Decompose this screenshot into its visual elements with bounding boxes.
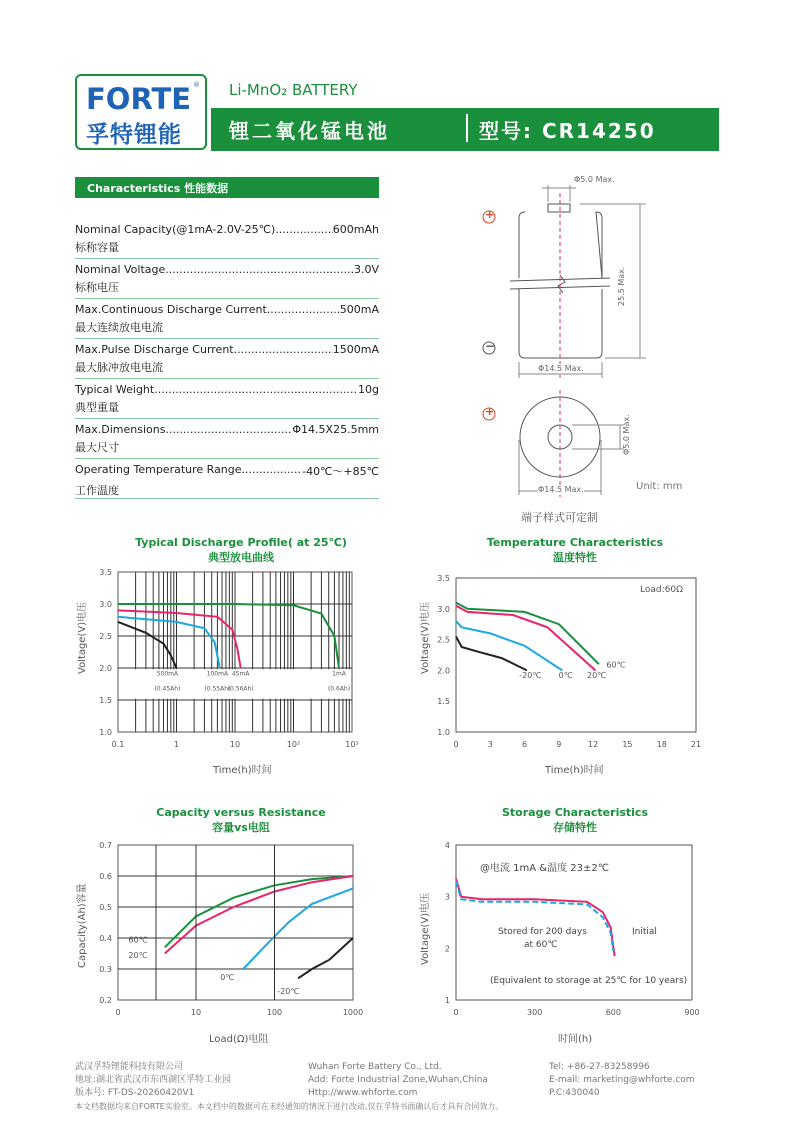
minus-sign: − — [485, 339, 496, 353]
x-tick-label: 6 — [522, 740, 528, 749]
series-label: 0℃ — [220, 972, 235, 982]
x-tick-label: 9 — [556, 740, 562, 749]
spec-label: Operating Temperature Range — [75, 463, 242, 476]
storage-xlabel: 时间(h) — [558, 1034, 593, 1045]
series-label: 500mA — [156, 670, 179, 678]
series-label: 100mA — [206, 670, 229, 678]
spec-label: Max.Pulse Discharge Current — [75, 343, 234, 356]
series-label: 60℃ — [128, 935, 148, 945]
x-tick-label: 10 — [190, 1008, 202, 1017]
capacity-ylabel: Capacity(Ah)容量 — [77, 883, 88, 968]
series-label: 20℃ — [586, 670, 607, 680]
spec-value: Φ14.5X25.5mm — [292, 423, 379, 436]
dim-terminal-diameter: Φ5.0 Max. — [574, 175, 615, 184]
y-tick-label: 3.5 — [437, 574, 450, 583]
storage-stored-label-2: at 60℃ — [524, 940, 558, 950]
y-tick-label: 1.5 — [99, 696, 112, 705]
series-label: 20℃ — [128, 951, 148, 961]
y-tick-label: 2.0 — [437, 666, 450, 676]
spec-value: 10g — [358, 383, 379, 396]
x-tick-label: 18 — [656, 740, 667, 749]
y-tick-label: 2.0 — [99, 664, 112, 673]
storage-condition: @电流 1mA &温度 23±2℃ — [480, 863, 609, 874]
storage-initial-label: Initial — [632, 927, 657, 937]
logo-chinese-text: 孚特锂能 — [86, 122, 182, 148]
storage-ylabel: Voltage(V)电压 — [420, 892, 431, 965]
spec-label-cn: 标称电压 — [75, 281, 119, 294]
y-tick-label: 3.0 — [99, 600, 112, 609]
dim-body-diameter: Φ14.5 Max. — [538, 364, 584, 373]
temperature-chart-title: Temperature Characteristics 温度特性 — [486, 536, 664, 564]
dim-height: 25.5 Max. — [617, 266, 626, 306]
y-tick-label: 0.2 — [99, 996, 112, 1005]
x-tick-label: 0 — [115, 1008, 121, 1017]
temperature-load: Load:60Ω — [640, 585, 683, 595]
y-tick-label: 2 — [444, 944, 450, 954]
spec-label-cn: 最大脉冲放电电流 — [75, 361, 163, 374]
x-tick-label: 900 — [684, 1008, 700, 1017]
spec-label-cn: 工作温度 — [75, 484, 119, 497]
spec-label: Nominal Capacity(@1mA-2.0V-25℃) — [75, 223, 276, 236]
spec-value: -40℃～+85℃ — [302, 465, 379, 478]
y-tick-label: 2.5 — [437, 635, 450, 645]
spec-label: Nominal Voltage — [75, 263, 166, 276]
y-tick-label: 3 — [444, 892, 450, 902]
x-tick-label: 0.1 — [111, 740, 125, 749]
series-sublabel: (0.55Ah) — [204, 685, 231, 693]
y-tick-label: 0.6 — [99, 872, 112, 881]
spec-value: 500mA — [339, 303, 379, 316]
footer-company: 武汉孚特锂能科技有限公司 地址:湖北省武汉市东西湖区孚特工业园 版本号: FT-DS-20260420V1 — [75, 1062, 232, 1098]
y-tick-label: 0.4 — [99, 934, 112, 943]
plus-sign-2: + — [485, 405, 495, 418]
y-tick-label: 0.3 — [99, 965, 112, 974]
x-tick-label: 10 — [229, 740, 241, 749]
y-tick-label: 1 — [444, 996, 450, 1005]
series-label: 0℃ — [558, 670, 573, 680]
product-title: 锂二氧化锰电池 — [229, 119, 390, 143]
temperature-xlabel: Time(h)时间 — [545, 765, 604, 776]
logo-text: FORTE — [86, 82, 192, 116]
y-tick-label: 1.0 — [437, 728, 450, 737]
spec-value: 1500mA — [332, 343, 379, 356]
series-sublabel: (0.56Ah) — [227, 685, 254, 693]
x-tick-label: 15 — [622, 740, 633, 749]
capacity-xlabel: Load(Ω)电阻 — [209, 1034, 269, 1045]
y-tick-label: 0.5 — [99, 903, 112, 912]
dim-terminal-diameter-2: Φ5.0 Max. — [622, 414, 631, 455]
y-tick-label: 4 — [444, 841, 450, 850]
series-label: 1mA — [332, 670, 346, 678]
spec-label: Typical Weight — [75, 383, 155, 396]
spec-label-cn: 最大尺寸 — [75, 441, 119, 454]
x-tick-label: 3 — [487, 740, 493, 749]
spec-label-cn: 最大连续放电电流 — [75, 321, 163, 334]
x-tick-label: 0 — [453, 740, 459, 749]
x-tick-label: 0 — [453, 1008, 459, 1017]
y-tick-label: 2.5 — [99, 632, 112, 641]
series-sublabel: (0.6Ah) — [327, 685, 351, 693]
spec-label: Max.Continuous Discharge Current — [75, 303, 267, 316]
storage-equivalent-note: (Equivalent to storage at 25℃ for 10 years) — [490, 976, 688, 986]
unit-label: Unit: mm — [636, 481, 683, 492]
y-tick-label: 3.5 — [99, 568, 112, 577]
x-tick-label: 10³ — [345, 740, 359, 749]
spec-value: 3.0V — [353, 263, 379, 276]
terminal-note: 端子样式可定制 — [521, 511, 598, 524]
y-tick-label: 3.0 — [437, 604, 450, 614]
discharge-ylabel: Voltage(V)电压 — [77, 601, 88, 674]
spec-label-cn: 标称容量 — [75, 241, 119, 254]
x-tick-label: 21 — [690, 740, 702, 749]
series-label: -20℃ — [519, 670, 542, 680]
capacity-chart-title: Capacity versus Resistance 容量vs电阻 — [156, 806, 326, 834]
storage-chart-title: Storage Characteristics 存储特性 — [501, 806, 648, 834]
product-model: 型号: CR14250 — [479, 119, 656, 143]
footer-contact: Tel: +86-27-83258996 E-mail: marketing@whforte.com P.C:430040 — [549, 1062, 695, 1098]
characteristics-heading: Characteristics 性能数据 — [75, 177, 379, 198]
storage-stored-label: Stored for 200 days — [498, 927, 587, 937]
series-sublabel: (0.45Ah) — [154, 685, 181, 693]
spec-value: 600mAh — [332, 223, 379, 236]
dim-bottom-diameter: Φ14.5 Max. — [538, 485, 584, 494]
series-label: 60℃ — [606, 660, 626, 670]
spec-label-cn: 典型重量 — [75, 401, 119, 414]
y-tick-label: 0.7 — [99, 841, 112, 850]
series-label: 45mA — [231, 670, 250, 678]
x-tick-label: 100 — [266, 1008, 283, 1017]
discharge-chart-title: Typical Discharge Profile( at 25℃) 典型放电曲线 — [135, 536, 347, 564]
spec-label: Max.Dimensions — [75, 423, 166, 436]
x-tick-label: 12 — [588, 740, 599, 749]
discharge-xlabel: Time(h)时间 — [213, 765, 272, 776]
footer-address: Wuhan Forte Battery Co., Ltd. Add: Forte Industrial Zone,Wuhan,China Http://www.whforte.com — [308, 1062, 488, 1098]
logo-registered-mark: ® — [193, 81, 200, 89]
x-tick-label: 300 — [527, 1008, 543, 1017]
y-tick-label: 1.0 — [99, 728, 112, 737]
x-tick-label: 1 — [173, 740, 180, 749]
x-tick-label: 1000 — [342, 1008, 364, 1017]
x-tick-label: 600 — [605, 1008, 621, 1017]
temperature-ylabel: Voltage(V)电压 — [420, 601, 431, 674]
plus-sign: + — [485, 208, 495, 221]
battery-type: Li-MnO₂ BATTERY — [229, 81, 358, 99]
y-tick-label: 1.5 — [437, 697, 450, 707]
series-label: -20℃ — [277, 986, 300, 996]
x-tick-label: 10² — [286, 740, 301, 749]
footer-disclaimer: 本文档数据均来自FORTE实验室。本文档中的数据可在未经通知的情况下进行改动,仅在孚特书面确认后才具有合同效力。 — [75, 1102, 504, 1111]
